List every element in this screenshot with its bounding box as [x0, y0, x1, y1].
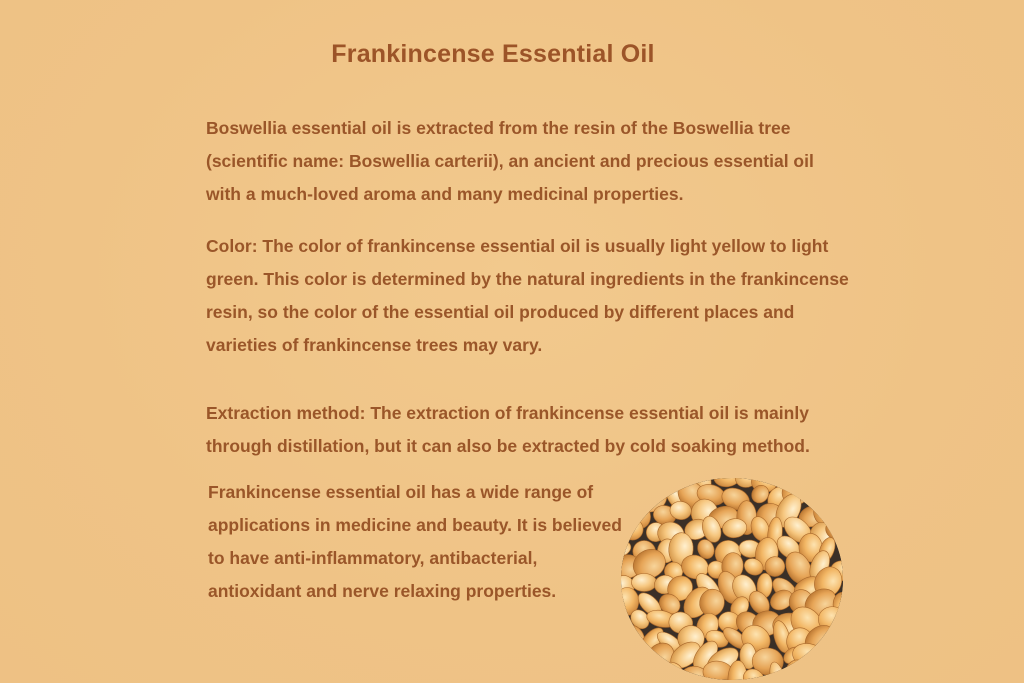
extraction-paragraph: Extraction method: The extraction of frankincense essential oil is mainly through distillation, but it can also be extracted by cold soaking method. [206, 403, 810, 456]
frankincense-resin-image [621, 478, 843, 680]
resin-tear [824, 664, 843, 680]
resin-tear [632, 574, 657, 592]
resin-tear [807, 480, 834, 505]
applications-paragraph: Frankincense essential oil has a wide range of applications in medicine and beauty. It is believed to have anti-inflammatory, antibacterial, antioxidant and nerve relaxing properties. [208, 482, 622, 601]
color-paragraph: Color: The color of frankincense essential oil is usually light yellow to light green. This color is determined by the natural ingredients in the frankincense resin, so the color of the essential oil produced by different places and varieties of frankincense trees may vary. [206, 236, 849, 355]
resin-tear [650, 478, 678, 491]
resin-tear [796, 478, 823, 488]
resin-tear [621, 661, 648, 680]
resin-tear [822, 478, 843, 491]
resin-tear [621, 648, 634, 674]
resin-tears-illustration [621, 478, 843, 680]
resin-tear [807, 665, 836, 680]
intro-paragraph: Boswellia essential oil is extracted from the resin of the Boswellia tree (scientific name: Boswellia carterii), an ancient and precious essential oil with a much-loved aroma and many medicinal properties. [206, 118, 814, 204]
resin-tear [637, 659, 662, 680]
resin-tear [821, 480, 843, 510]
resin-tear [812, 642, 843, 677]
page-title: Frankincense Essential Oil [331, 40, 655, 68]
